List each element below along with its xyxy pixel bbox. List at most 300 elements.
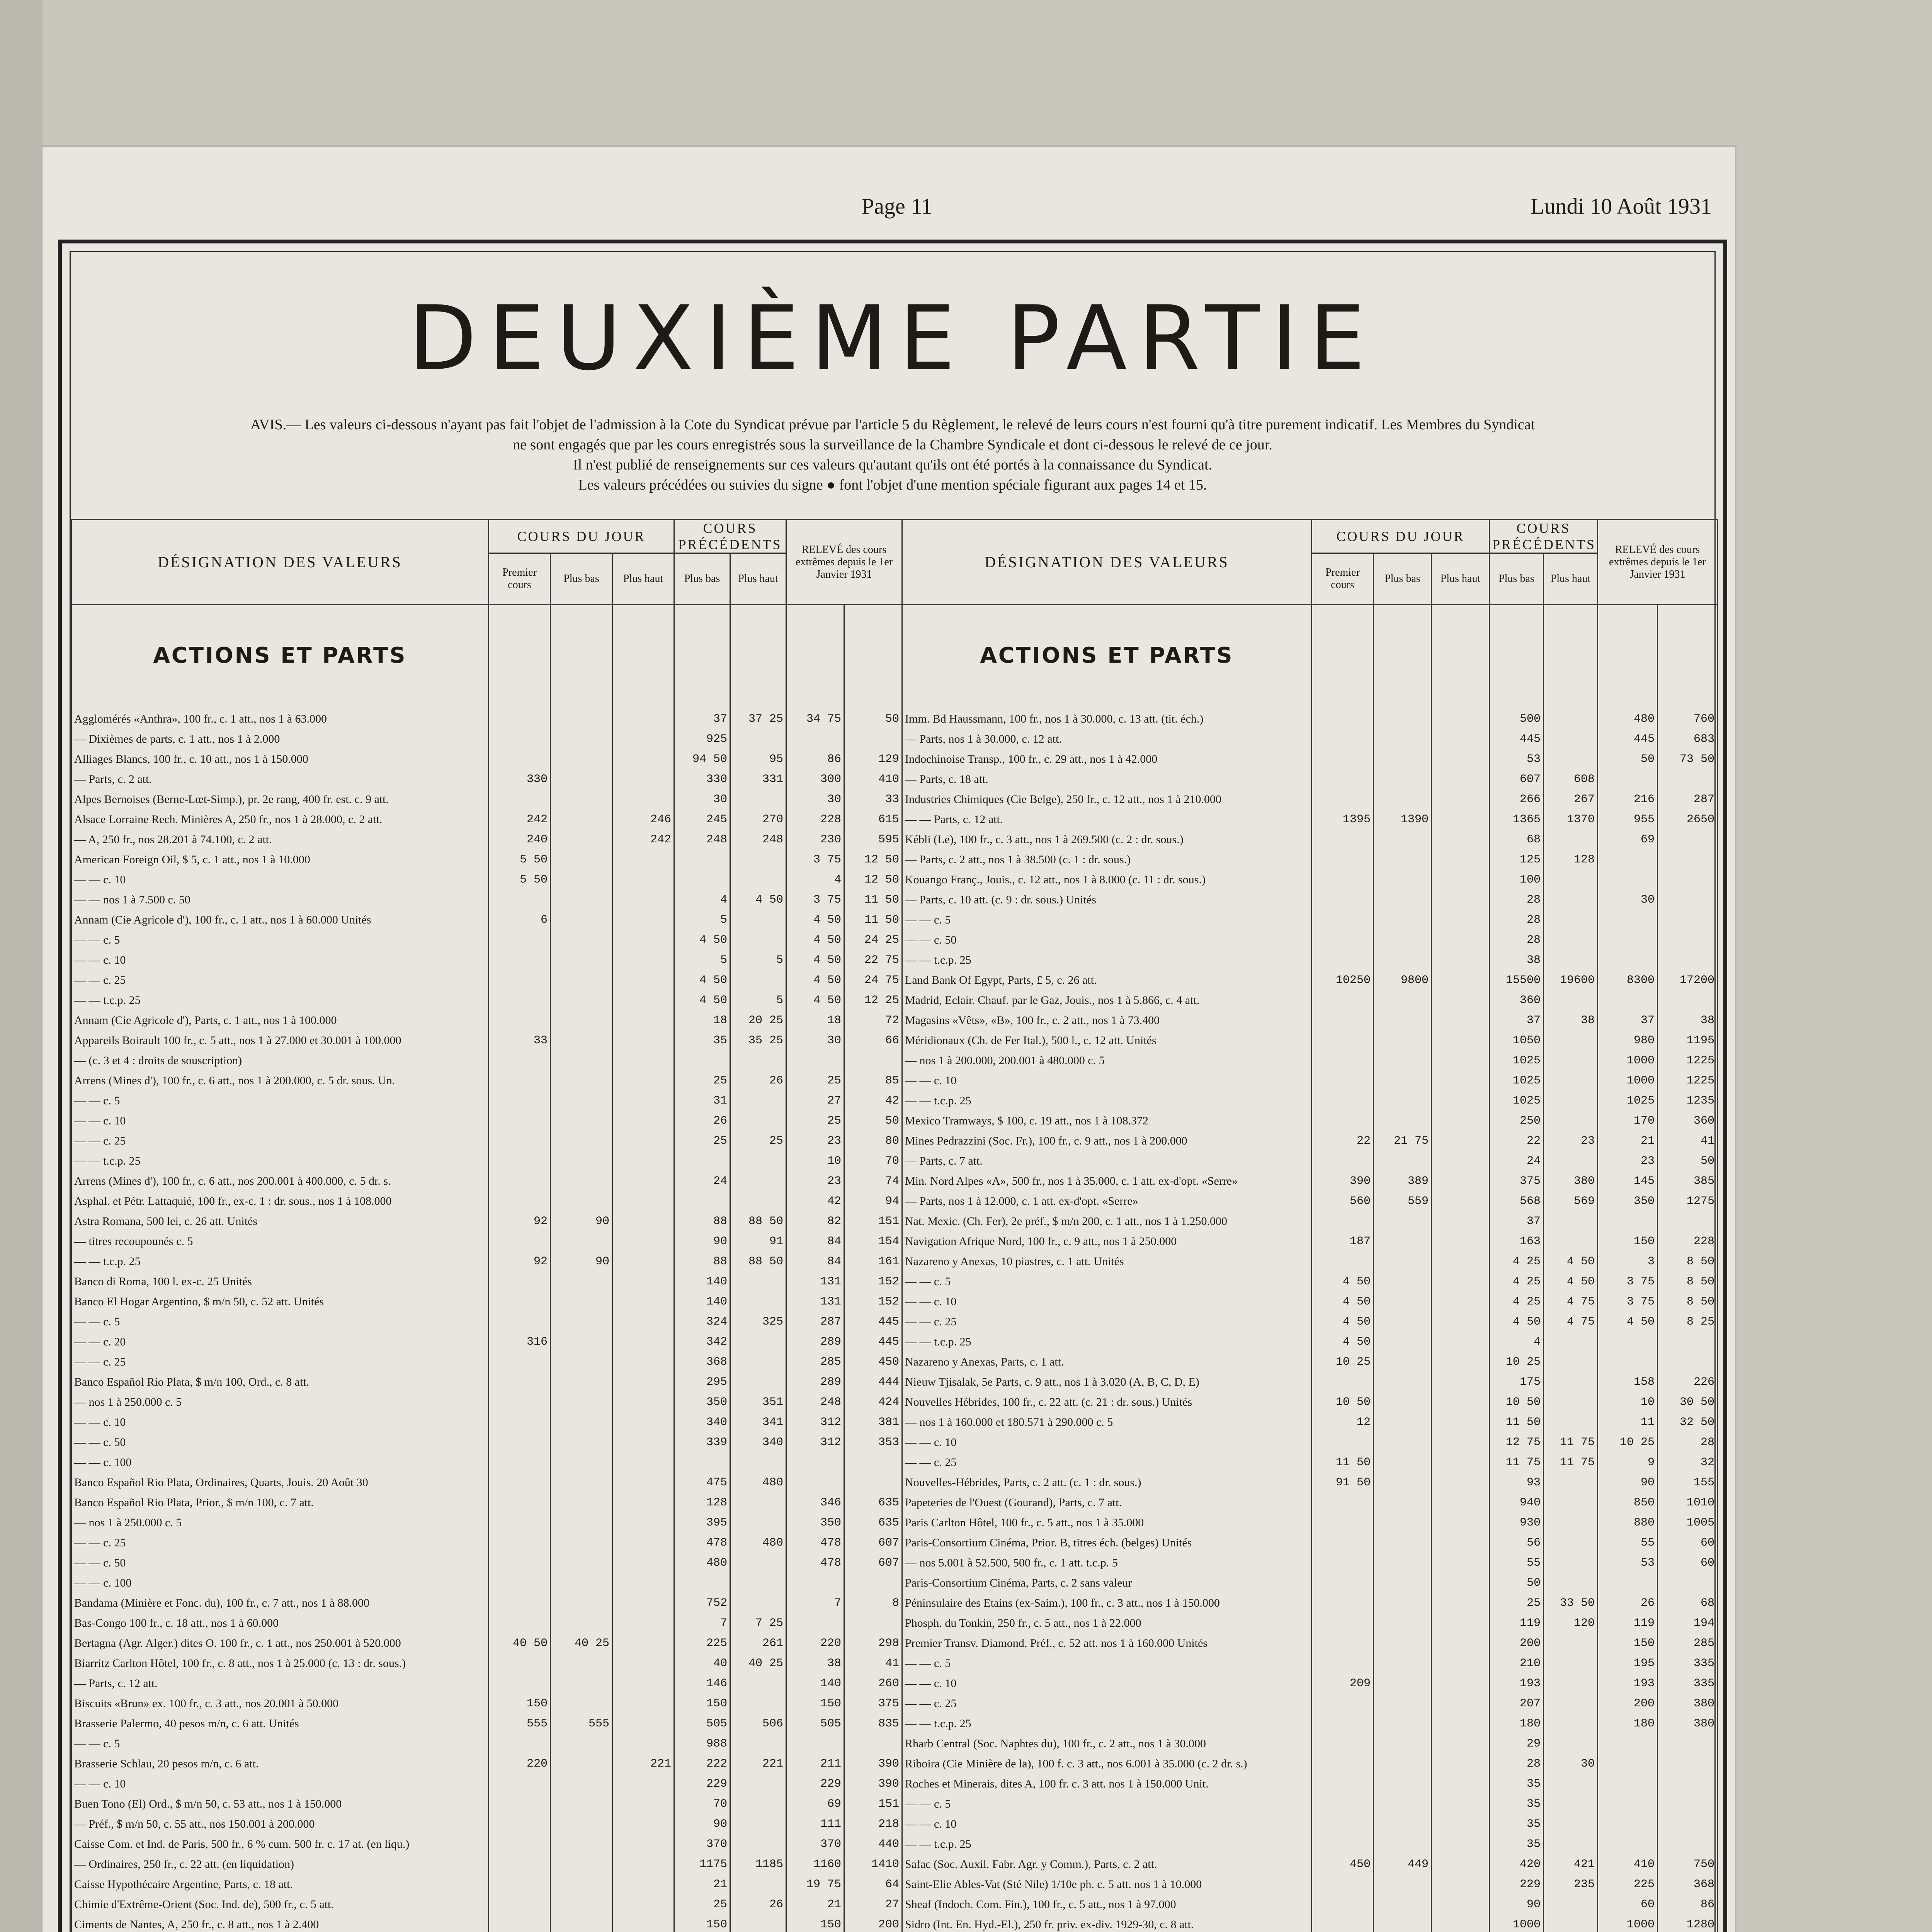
security-name: Banco di Roma, 100 l. ex-c. 25 Unités bbox=[71, 1268, 489, 1288]
price-haut bbox=[1432, 967, 1490, 987]
security-name: — — Parts, c. 12 att. bbox=[902, 806, 1312, 826]
security-name: Méridionaux (Ch. de Fer Ital.), 500 l., c. 12 att. Unités bbox=[902, 1027, 1312, 1047]
price-rhaut: 66 bbox=[844, 1027, 902, 1047]
price-haut bbox=[612, 1087, 674, 1107]
price-rhaut: 424 bbox=[844, 1389, 902, 1409]
price-pbas: 4 50 bbox=[674, 967, 730, 987]
price-pbas: 28 bbox=[1490, 886, 1544, 906]
price-pbas: 350 bbox=[674, 1389, 730, 1409]
security-name: Nat. Mexic. (Ch. Fer), 2e préf., $ m/n 200, c. 1 att., nos 1 à 1.250.000 bbox=[902, 1208, 1312, 1228]
security-name: Brasserie Palermo, 40 pesos m/n, c. 6 att. Unités bbox=[71, 1710, 489, 1730]
price-premier bbox=[489, 1148, 551, 1168]
security-name: — — c. 100 bbox=[71, 1449, 489, 1469]
price-premier bbox=[1312, 786, 1374, 806]
security-name: — — t.c.p. 25 bbox=[71, 987, 489, 1007]
price-rbas: 145 bbox=[1598, 1168, 1658, 1188]
price-haut bbox=[1432, 1610, 1490, 1630]
price-phaut bbox=[1544, 1148, 1598, 1168]
price-premier bbox=[489, 1107, 551, 1128]
quote-row bbox=[71, 1610, 902, 1630]
price-phaut: 30 bbox=[1544, 1750, 1598, 1770]
price-rbas bbox=[1598, 846, 1658, 866]
price-haut bbox=[1432, 1630, 1490, 1650]
price-rbas: 30 bbox=[786, 1027, 844, 1047]
price-premier: 1395 bbox=[1312, 806, 1374, 826]
security-name: Sidro (Int. En. Hyd.-El.), 250 fr. priv. ex-div. 1929-30, c. 8 att. bbox=[902, 1911, 1312, 1931]
quote-row bbox=[71, 927, 902, 947]
quote-row bbox=[71, 786, 902, 806]
price-phaut: 37 25 bbox=[730, 706, 786, 726]
security-name: Buen Tono (El) Ord., $ m/n 50, c. 53 att., nos 1 à 150.000 bbox=[71, 1791, 489, 1811]
price-premier bbox=[1312, 726, 1374, 746]
price-pbas: 25 bbox=[674, 1891, 730, 1911]
price-haut bbox=[612, 1168, 674, 1188]
price-pbas: 940 bbox=[1490, 1489, 1544, 1509]
security-name: — Parts, nos 1 à 12.000, c. 1 att. ex-d'opt. «Serre» bbox=[902, 1188, 1312, 1208]
price-bas bbox=[551, 1851, 612, 1871]
security-name: — — c. 50 bbox=[71, 1549, 489, 1570]
price-rbas: 8300 bbox=[1598, 967, 1658, 987]
price-premier bbox=[1312, 1007, 1374, 1027]
price-rhaut: 440 bbox=[844, 1831, 902, 1851]
quote-row bbox=[71, 1409, 902, 1429]
price-phaut bbox=[730, 726, 786, 746]
price-haut bbox=[1432, 1750, 1490, 1770]
price-premier: 12 bbox=[1312, 1409, 1374, 1429]
price-haut bbox=[1432, 1911, 1490, 1931]
price-premier bbox=[1312, 1369, 1374, 1389]
price-pbas: 395 bbox=[674, 1509, 730, 1529]
price-pbas: 24 bbox=[674, 1168, 730, 1188]
price-premier bbox=[489, 1831, 551, 1851]
price-haut bbox=[612, 1228, 674, 1248]
price-pbas: 370 bbox=[674, 1831, 730, 1851]
price-phaut: 7 25 bbox=[730, 1610, 786, 1630]
price-bas bbox=[551, 1228, 612, 1248]
price-rhaut: 390 bbox=[844, 1750, 902, 1770]
price-pbas: 175 bbox=[1490, 1369, 1544, 1389]
price-phaut bbox=[1544, 706, 1598, 726]
price-premier bbox=[489, 1489, 551, 1509]
price-premier bbox=[1312, 947, 1374, 967]
security-name: Caisse Com. et Ind. de Paris, 500 fr., 6 % cum. 500 fr. c. 17 at. (en liqu.) bbox=[71, 1831, 489, 1851]
price-bas: 90 bbox=[551, 1208, 612, 1228]
price-rhaut: 445 bbox=[844, 1328, 902, 1349]
quote-row bbox=[71, 1248, 902, 1268]
designation-header: DÉSIGNATION DES VALEURS bbox=[71, 520, 489, 605]
price-premier: 209 bbox=[1312, 1670, 1374, 1690]
price-bas bbox=[551, 1389, 612, 1409]
price-bas bbox=[1374, 1770, 1432, 1791]
price-premier: 40 50 bbox=[489, 1630, 551, 1650]
price-bas: 559 bbox=[1374, 1188, 1432, 1208]
price-haut bbox=[612, 1208, 674, 1228]
price-phaut: 608 bbox=[1544, 766, 1598, 786]
price-rbas: 21 bbox=[786, 1891, 844, 1911]
price-rbas: 10 bbox=[786, 1148, 844, 1168]
price-phaut: 270 bbox=[730, 806, 786, 826]
price-haut bbox=[1432, 1770, 1490, 1791]
price-haut bbox=[1432, 766, 1490, 786]
price-rhaut: 27 bbox=[844, 1891, 902, 1911]
quote-row bbox=[902, 746, 1718, 766]
price-pbas bbox=[674, 866, 730, 886]
price-haut bbox=[1432, 1107, 1490, 1128]
price-phaut: 569 bbox=[1544, 1188, 1598, 1208]
price-phaut: 11 75 bbox=[1544, 1429, 1598, 1449]
price-premier bbox=[489, 726, 551, 746]
price-phaut bbox=[730, 1670, 786, 1690]
price-bas bbox=[551, 1308, 612, 1328]
price-premier bbox=[489, 1590, 551, 1610]
price-bas bbox=[1374, 1911, 1432, 1931]
price-bas bbox=[1374, 1429, 1432, 1449]
price-pbas: 24 bbox=[1490, 1148, 1544, 1168]
quote-row bbox=[71, 1268, 902, 1288]
adjacent-page-edge bbox=[0, 0, 43, 1932]
price-pbas bbox=[674, 1047, 730, 1067]
quote-row bbox=[902, 1007, 1718, 1027]
price-haut bbox=[612, 1549, 674, 1570]
price-rhaut: 129 bbox=[844, 746, 902, 766]
price-phaut bbox=[1544, 1630, 1598, 1650]
quote-row bbox=[902, 1650, 1718, 1670]
price-rbas: 200 bbox=[1598, 1690, 1658, 1710]
price-premier bbox=[489, 1449, 551, 1469]
price-rbas: 4 50 bbox=[786, 967, 844, 987]
price-phaut bbox=[730, 1369, 786, 1389]
price-rhaut: 1225 bbox=[1658, 1067, 1718, 1087]
price-rbas: 478 bbox=[786, 1549, 844, 1570]
price-rbas: 478 bbox=[786, 1529, 844, 1549]
price-bas bbox=[1374, 786, 1432, 806]
price-bas bbox=[551, 1811, 612, 1831]
quote-row bbox=[902, 726, 1718, 746]
price-premier bbox=[489, 746, 551, 766]
price-premier: 220 bbox=[489, 1750, 551, 1770]
content-frame bbox=[58, 240, 1727, 1932]
price-bas bbox=[551, 1770, 612, 1791]
price-pbas: 150 bbox=[674, 1690, 730, 1710]
price-rbas: 300 bbox=[786, 766, 844, 786]
price-pbas: 12 75 bbox=[1490, 1429, 1544, 1449]
price-pbas: 4 50 bbox=[674, 987, 730, 1007]
security-name: Kouango Franç., Jouis., c. 12 att., nos 1 à 8.000 (c. 11 : dr. sous.) bbox=[902, 866, 1312, 886]
price-rbas: 25 bbox=[786, 1107, 844, 1128]
price-haut bbox=[612, 1911, 674, 1931]
price-bas bbox=[1374, 746, 1432, 766]
price-pbas: 146 bbox=[674, 1670, 730, 1690]
notice-line-4: Les valeurs précédées ou suivies du signe ● font l'objet d'une mention spéciale figurant aux pages 14 et 15. bbox=[578, 477, 1207, 493]
quote-row bbox=[902, 1027, 1718, 1047]
security-name: — — c. 10 bbox=[71, 1107, 489, 1128]
price-haut bbox=[1432, 1067, 1490, 1087]
price-haut bbox=[612, 1409, 674, 1429]
price-haut bbox=[612, 1188, 674, 1208]
price-rbas: 4 bbox=[786, 866, 844, 886]
price-haut: 221 bbox=[612, 1750, 674, 1770]
price-phaut bbox=[730, 927, 786, 947]
price-rbas: 38 bbox=[786, 1650, 844, 1670]
price-rhaut bbox=[1658, 1349, 1718, 1369]
price-pbas: 68 bbox=[1490, 826, 1544, 846]
price-haut bbox=[1432, 947, 1490, 967]
price-premier bbox=[1312, 1871, 1374, 1891]
quote-row bbox=[902, 1750, 1718, 1770]
price-rbas: 370 bbox=[786, 1831, 844, 1851]
price-rhaut: 8 50 bbox=[1658, 1268, 1718, 1288]
price-rbas bbox=[1598, 987, 1658, 1007]
price-phaut bbox=[730, 1489, 786, 1509]
price-rbas: 880 bbox=[1598, 1509, 1658, 1529]
quote-row bbox=[71, 1710, 902, 1730]
price-rbas bbox=[1598, 1831, 1658, 1851]
quote-row bbox=[902, 1690, 1718, 1710]
price-haut bbox=[612, 1811, 674, 1831]
price-haut bbox=[612, 1067, 674, 1087]
price-bas bbox=[551, 1529, 612, 1549]
price-rhaut: 154 bbox=[844, 1228, 902, 1248]
price-haut bbox=[1432, 1891, 1490, 1911]
premier-cours-header: Premier cours bbox=[489, 553, 551, 605]
price-bas: 389 bbox=[1374, 1168, 1432, 1188]
price-pbas: 21 bbox=[674, 1871, 730, 1891]
price-rhaut: 635 bbox=[844, 1509, 902, 1529]
price-rbas: 90 bbox=[1598, 1469, 1658, 1489]
price-bas bbox=[551, 1469, 612, 1489]
price-premier: 11 50 bbox=[1312, 1449, 1374, 1469]
security-name: Annam (Cie Agricole d'), Parts, c. 1 att., nos 1 à 100.000 bbox=[71, 1007, 489, 1027]
price-rhaut: 33 bbox=[844, 786, 902, 806]
price-pbas: 15500 bbox=[1490, 967, 1544, 987]
price-bas bbox=[551, 1549, 612, 1570]
price-rhaut bbox=[1658, 886, 1718, 906]
price-premier bbox=[489, 1670, 551, 1690]
price-bas bbox=[1374, 1248, 1432, 1268]
price-haut bbox=[612, 1770, 674, 1791]
security-name: — — c. 5 bbox=[71, 1730, 489, 1750]
quote-row bbox=[71, 1750, 902, 1770]
security-name: — — c. 25 bbox=[71, 1128, 489, 1148]
price-premier bbox=[1312, 1248, 1374, 1268]
price-haut bbox=[1432, 886, 1490, 906]
security-name: — Dixièmes de parts, c. 1 att., nos 1 à 2.000 bbox=[71, 726, 489, 746]
price-bas bbox=[551, 967, 612, 987]
quote-row bbox=[71, 1570, 902, 1590]
quote-row bbox=[902, 1228, 1718, 1248]
price-rhaut bbox=[1658, 1750, 1718, 1770]
price-rhaut bbox=[1658, 1811, 1718, 1831]
price-pbas: 339 bbox=[674, 1429, 730, 1449]
price-haut bbox=[1432, 1168, 1490, 1188]
price-haut bbox=[1432, 1549, 1490, 1570]
price-premier bbox=[489, 1891, 551, 1911]
price-bas bbox=[551, 906, 612, 927]
price-premier bbox=[489, 1851, 551, 1871]
page-title: DEUXIÈME PARTIE bbox=[408, 287, 1377, 390]
price-phaut: 341 bbox=[730, 1409, 786, 1429]
price-phaut: 5 bbox=[730, 987, 786, 1007]
price-bas bbox=[551, 1268, 612, 1288]
price-haut bbox=[612, 1871, 674, 1891]
quote-row bbox=[902, 1087, 1718, 1107]
price-pbas: 11 75 bbox=[1490, 1449, 1544, 1469]
price-haut bbox=[612, 1429, 674, 1449]
quote-row bbox=[902, 1610, 1718, 1630]
security-name: — Préf., $ m/n 50, c. 55 att., nos 150.001 à 200.000 bbox=[71, 1811, 489, 1831]
price-bas bbox=[1374, 1670, 1432, 1690]
price-pbas: 25 bbox=[674, 1067, 730, 1087]
price-rhaut: 12 50 bbox=[844, 846, 902, 866]
price-rhaut: 24 25 bbox=[844, 927, 902, 947]
price-rhaut: 380 bbox=[1658, 1710, 1718, 1730]
price-rbas: 158 bbox=[1598, 1369, 1658, 1389]
price-premier bbox=[1312, 886, 1374, 906]
price-pbas: 119 bbox=[1490, 1610, 1544, 1630]
price-phaut bbox=[1544, 1228, 1598, 1248]
price-phaut bbox=[730, 1349, 786, 1369]
quote-row bbox=[902, 1429, 1718, 1449]
security-name: Biscuits «Brun» ex. 100 fr., c. 3 att., nos 20.001 à 50.000 bbox=[71, 1690, 489, 1710]
security-name: — nos 1 à 250.000 c. 5 bbox=[71, 1389, 489, 1409]
price-pbas: 222 bbox=[674, 1750, 730, 1770]
price-pbas: 140 bbox=[674, 1268, 730, 1288]
plus-haut-header: Plus haut bbox=[612, 553, 674, 605]
price-bas bbox=[551, 1087, 612, 1107]
price-rhaut bbox=[1658, 846, 1718, 866]
price-phaut: 480 bbox=[730, 1469, 786, 1489]
price-phaut bbox=[1544, 1670, 1598, 1690]
quote-row bbox=[71, 1429, 902, 1449]
price-bas bbox=[551, 1429, 612, 1449]
security-name: — Parts, c. 7 att. bbox=[902, 1148, 1312, 1168]
price-pbas: 35 bbox=[674, 1027, 730, 1047]
price-rhaut: 360 bbox=[1658, 1107, 1718, 1128]
quote-row bbox=[71, 1349, 902, 1369]
price-haut bbox=[1432, 1529, 1490, 1549]
price-bas bbox=[1374, 1449, 1432, 1469]
price-rbas: 150 bbox=[786, 1690, 844, 1710]
price-haut bbox=[612, 927, 674, 947]
price-rhaut bbox=[1658, 1791, 1718, 1811]
quote-row bbox=[71, 1107, 902, 1128]
price-haut bbox=[1432, 1469, 1490, 1489]
price-bas bbox=[551, 1168, 612, 1188]
price-haut bbox=[612, 1349, 674, 1369]
security-name: Imm. Bd Haussmann, 100 fr., nos 1 à 30.000, c. 13 att. (tit. éch.) bbox=[902, 706, 1312, 726]
security-name: Paris Carlton Hôtel, 100 fr., c. 5 att., nos 1 à 35.000 bbox=[902, 1509, 1312, 1529]
prec-plus-bas-header-right: Plus bas bbox=[1490, 553, 1544, 605]
price-pbas: 475 bbox=[674, 1469, 730, 1489]
price-pbas: 1025 bbox=[1490, 1067, 1544, 1087]
price-rhaut: 1225 bbox=[1658, 1047, 1718, 1067]
price-rhaut: 1235 bbox=[1658, 1087, 1718, 1107]
price-haut bbox=[1432, 1811, 1490, 1831]
price-pbas: 94 50 bbox=[674, 746, 730, 766]
price-pbas: 125 bbox=[1490, 846, 1544, 866]
prec-plus-haut-header: Plus haut bbox=[730, 553, 786, 605]
price-rbas: 3 75 bbox=[1598, 1268, 1658, 1288]
price-rhaut: 50 bbox=[844, 706, 902, 726]
price-phaut: 325 bbox=[730, 1308, 786, 1328]
price-rbas bbox=[1598, 1328, 1658, 1349]
price-phaut bbox=[1544, 1369, 1598, 1389]
price-phaut bbox=[1544, 1349, 1598, 1369]
price-phaut bbox=[730, 1288, 786, 1308]
price-premier: 92 bbox=[489, 1248, 551, 1268]
price-haut bbox=[1432, 1208, 1490, 1228]
releve-header-right: RELEVÉ des cours extrêmes depuis le 1er Janvier 1931 bbox=[1598, 520, 1718, 605]
price-premier bbox=[1312, 1770, 1374, 1791]
price-rbas bbox=[786, 726, 844, 746]
price-pbas: 478 bbox=[674, 1529, 730, 1549]
price-haut bbox=[1432, 1248, 1490, 1268]
quote-row bbox=[902, 1730, 1718, 1750]
plus-bas-header-right: Plus bas bbox=[1374, 553, 1432, 605]
price-rbas: 3 75 bbox=[786, 846, 844, 866]
security-name: Safac (Soc. Auxil. Fabr. Agr. y Comm.), Parts, c. 2 att. bbox=[902, 1851, 1312, 1871]
price-rbas: 312 bbox=[786, 1429, 844, 1449]
quote-row bbox=[902, 967, 1718, 987]
price-haut bbox=[612, 1529, 674, 1549]
price-bas bbox=[551, 1107, 612, 1128]
price-pbas: 4 50 bbox=[674, 927, 730, 947]
price-rhaut: 80 bbox=[844, 1128, 902, 1148]
quote-row bbox=[71, 746, 902, 766]
price-rbas: 211 bbox=[786, 1750, 844, 1770]
price-rbas: 69 bbox=[786, 1791, 844, 1811]
price-rbas bbox=[786, 1047, 844, 1067]
price-rbas bbox=[1598, 1811, 1658, 1831]
notice-line-3: Il n'est publié de renseignements sur ces valeurs qu'autant qu'ils ont été portés à la connaissance du Syndicat. bbox=[573, 457, 1213, 473]
price-bas bbox=[551, 987, 612, 1007]
price-bas bbox=[1374, 866, 1432, 886]
price-rbas bbox=[1598, 1208, 1658, 1228]
price-pbas: 25 bbox=[674, 1128, 730, 1148]
security-name: — — c. 50 bbox=[902, 927, 1312, 947]
releve-header: RELEVÉ des cours extrêmes depuis le 1er Janvier 1931 bbox=[786, 520, 902, 605]
price-phaut bbox=[1544, 947, 1598, 967]
price-phaut: 506 bbox=[730, 1710, 786, 1730]
security-name: Premier Transv. Diamond, Préf., c. 52 att. nos 1 à 160.000 Unités bbox=[902, 1630, 1312, 1650]
price-rbas: 30 bbox=[786, 786, 844, 806]
price-premier bbox=[489, 1570, 551, 1590]
quote-row bbox=[902, 1208, 1718, 1228]
price-rhaut bbox=[1658, 1208, 1718, 1228]
price-rbas: 3 bbox=[1598, 1248, 1658, 1268]
price-rbas: 350 bbox=[1598, 1188, 1658, 1208]
price-phaut: 26 bbox=[730, 1067, 786, 1087]
price-haut bbox=[612, 866, 674, 886]
price-haut bbox=[1432, 1027, 1490, 1047]
price-haut bbox=[1432, 1188, 1490, 1208]
quote-row bbox=[71, 1670, 902, 1690]
price-premier bbox=[1312, 1529, 1374, 1549]
price-premier bbox=[1312, 1911, 1374, 1931]
quote-row bbox=[902, 1047, 1718, 1067]
price-rhaut: 445 bbox=[844, 1308, 902, 1328]
price-pbas: 7 bbox=[674, 1610, 730, 1630]
price-haut bbox=[1432, 1148, 1490, 1168]
quote-row bbox=[71, 1389, 902, 1409]
price-rhaut bbox=[1658, 987, 1718, 1007]
price-phaut bbox=[730, 1911, 786, 1931]
price-bas bbox=[1374, 1610, 1432, 1630]
price-rhaut bbox=[1658, 906, 1718, 927]
security-name: Alsace Lorraine Rech. Minières A, 250 fr., nos 1 à 28.000, c. 2 att. bbox=[71, 806, 489, 826]
price-bas bbox=[1374, 766, 1432, 786]
quote-row bbox=[902, 1328, 1718, 1349]
